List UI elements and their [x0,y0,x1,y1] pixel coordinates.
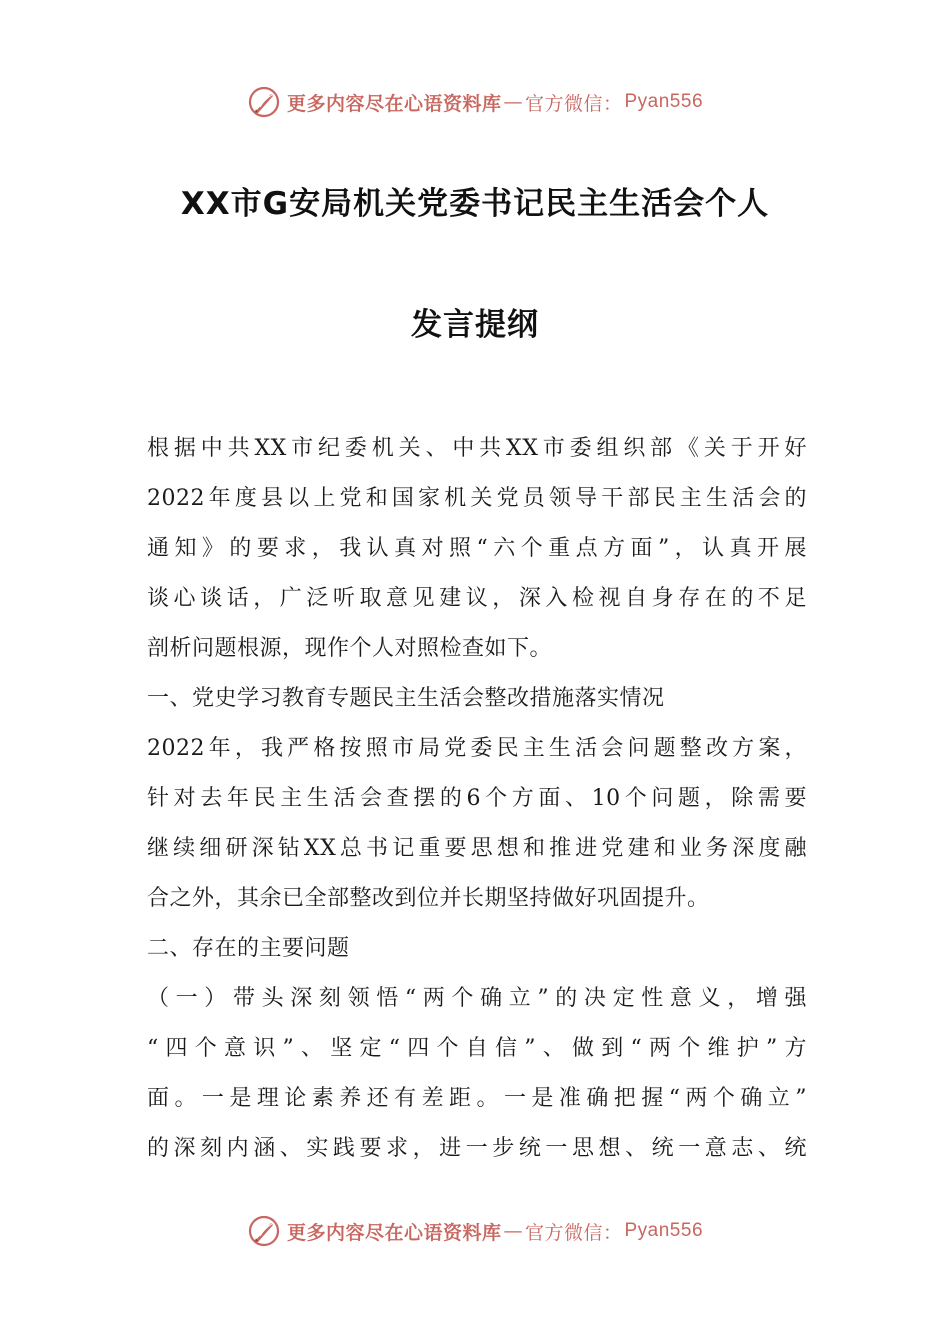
document-title-line-2: 发言提纲 [411,307,539,343]
watermark-label: 官方微信： [524,92,623,115]
section-heading-1: 一、党史学习教育专题民主生活会整改措施落实情况 [147,686,665,711]
body-line: 2022年度县以上党和国家机关党员领导干部民主生活会的 [147,486,807,511]
body-line: 面。一是理论素养还有差距。一是准确把握“两个确立” [147,1086,807,1111]
document-title-line-1: XX市G安局机关党委书记民主生活会个人 [180,186,770,222]
body-line: 针对去年民主生活会查摆的6个方面、10个问题，除需要 [147,786,807,811]
watermark-separator: — [503,1220,523,1242]
body-line: （一）带头深刻领悟“两个确立”的决定性意义，增强 [147,986,807,1011]
watermark-brand: 更多内容尽在心语资料库 [286,92,502,115]
quill-pen-logo-icon [247,85,281,119]
body-line: “四个意识”、坚定“四个自信”、做到“两个维护”方 [147,1036,807,1061]
quill-pen-logo-icon [247,1214,281,1248]
document-body [147,424,807,1174]
section-heading-2: 二、存在的主要问题 [147,936,350,961]
body-line: 2022年，我严格按照市局党委民主生活会问题整改方案， [147,736,807,761]
watermark-wechat-id: Pyan556 [624,91,704,112]
watermark-header [0,82,950,122]
body-line: 的深刻内涵、实践要求，进一步统一思想、统一意志、统 [147,1136,807,1161]
body-line: 根据中共XX市纪委机关、中共XX市委组织部《关于开好 [147,436,807,461]
watermark-footer [0,1211,950,1251]
body-line: 合之外，其余已全部整改到位并长期坚持做好巩固提升。 [147,886,710,911]
body-line: 继续细研深钻XX总书记重要思想和推进党建和业务深度融 [147,836,807,861]
body-line: 谈心谈话，广泛听取意见建议，深入检视自身存在的不足 [147,586,807,611]
watermark-wechat-id: Pyan556 [624,1220,704,1241]
watermark-separator: — [503,91,523,113]
watermark-brand: 更多内容尽在心语资料库 [286,1221,502,1244]
body-line: 剖析问题根源，现作个人对照检查如下。 [147,636,553,661]
watermark-label: 官方微信： [524,1221,623,1244]
body-line: 通知》的要求，我认真对照“六个重点方面”，认真开展 [147,536,807,561]
